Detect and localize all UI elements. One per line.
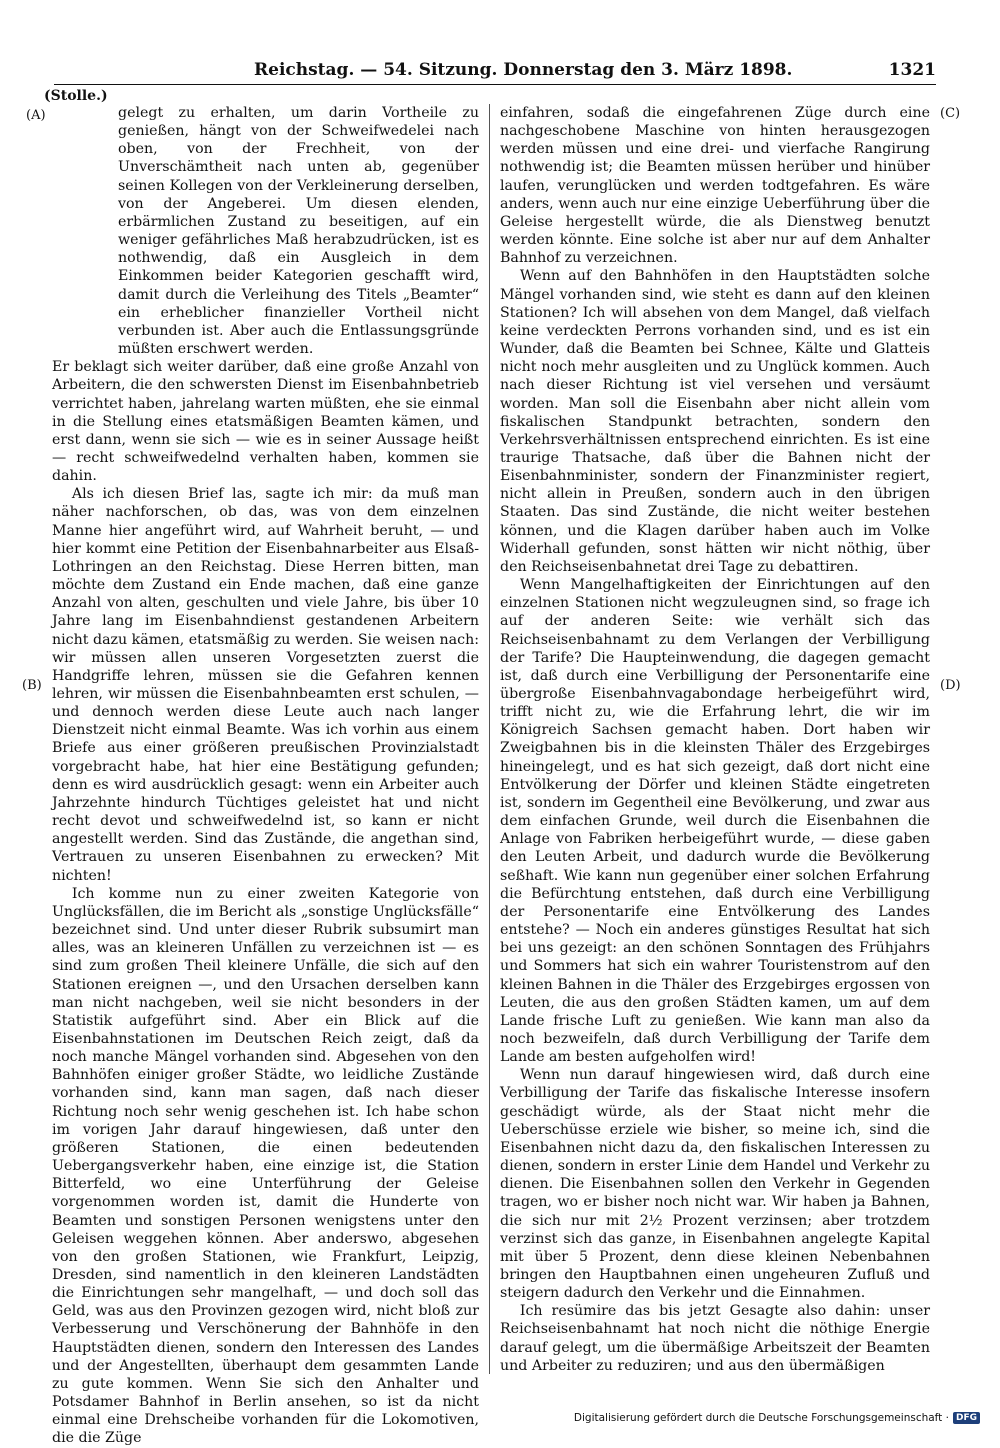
footer-text: Digitalisierung gefördert durch die Deutsche Forschungsgemeinschaft · <box>573 1412 949 1424</box>
paragraph: einfahren, sodaß die eingefahrenen Züge durch eine nachgeschobene Maschine von hinten herausgezogen werden müssen und eine drei- und vierfache Rangirung nothwendig ist; die Beamten müssen herüber und hinüber laufen, verunglücken und werden todtgefahren. Es wäre anders, wenn auch nur eine einzige Ueberführung über die Geleise hergestellt würde, die als Dienstweg benutzt werden könnte. Eine solche ist aber nur auf dem Anhalter Bahnhof zu verzeichnen. <box>500 105 930 267</box>
left-column <box>52 104 479 1448</box>
speaker-name: (Stolle.) <box>44 88 108 104</box>
paragraph: Ich resümire das bis jetzt Gesagte also dahin: unser Reichseisenbahnamt hat noch nicht die nöthige Energie darauf gelegt, um die übermäßige Arbeitszeit der Beamten und Arbeiter zu reduziren; und aus den übermäßigen <box>500 1303 930 1374</box>
paragraph: Wenn Mangelhaftigkeiten der Einrichtungen auf den einzelnen Stationen nicht wegzuleugnen sind, so frage ich auf der anderen Seite: wie verhält sich das Reichseisenbahnamt zu dem Verlangen der Verbilligung der Tarife? Die Haupteinwendung, die dagegen gemacht ist, daß durch eine Verbilligung der Personentarife eine übergroße Eisenbahnvagabondage herbeigeführt wird, trifft nicht zu, wie die Erfahrung lehrt, die wir im Königreich Sachsen gemacht haben. Dort haben wir Zweigbahnen bis in die kleinsten Thäler des Erzgebirges hineingelegt, und es hat sich gezeigt, daß dort nicht eine Entvölkerung der Dörfer und kleinen Städte eingetreten ist, sondern im Gegentheil eine Bevölkerung, und zwar aus dem einfachen Grunde, weil durch die Eisenbahnen die Anlage von Fabriken herbeigeführt wurde, — diese gaben den Leuten Arbeit, und dadurch wurde die Bevölkerung seßhaft. Wie kann nun gegenüber einer solchen Erfahrung die Befürchtung entstehen, daß durch eine Verbilligung der Personentarife eine Entvölkerung des Landes entstehe? — Noch ein anderes günstiges Resultat hat sich bei uns gezeigt: an den schönen Sonntagen des Frühjahrs und Sommers hat sich ein wahrer Touristenstrom auf den kleinen Bahnen in die Thäler des Erzgebirges ergossen von Leuten, die aus den großen Städten kamen, um auf dem Lande frische Luft zu genießen. Wie kann man also da noch bezweifeln, daß durch Verbilligung der Tarife dem Lande am besten aufgeholfen wird! <box>500 577 930 1066</box>
running-title: Reichstag. — 54. Sitzung. Donnerstag den 3. März 1898. <box>254 60 793 80</box>
margin-marker-c: (C) <box>940 106 961 121</box>
paragraph: Ich komme nun zu einer zweiten Kategorie von Unglücksfällen, die im Bericht als „sonstige Unglücksfälle“ bezeichnet sind. Und unter dieser Rubrik subsumirt man alles, was an kleineren Unfällen zu verzeichnen ist — es sind zum großen Theil kleinere Unfälle, die sich auf den Stationen ereignen —, und den Ursachen derselben kann man nicht nachgeben, weil sie nicht besonders in der Statistik aufgeführt sind. Aber ein Blick auf die Eisenbahnstationen im Deutschen Reich zeigt, daß da noch manche Mängel vorhanden sind. Abgesehen von den Bahnhöfen einiger großer Städte, wo leidliche Zustände vorhanden sind, kann man sagen, daß nach dieser Richtung noch sehr wenig geschehen ist. Ich habe schon im vorigen Jahr darauf hingewiesen, daß unter den größeren Stationen, die einen bedeutenden Uebergangsverkehr haben, eine einzige ist, die Station Bitterfeld, wo eine Unterführung der Geleise vorgenommen worden ist, damit die Hunderte von Beamten und sonstigen Personen wenigstens unter den Geleisen weggehen können. Aber anderswo, abgesehen von den großen Stationen, wie Frankfurt, Leipzig, Dresden, sind namentlich in den kleineren Landstädten die Einrichtungen sehr mangelhaft, — und doch soll das Geld, was aus den Provinzen gezogen wird, nicht bloß zur Verbesserung und Verschönerung der Bahnhöfe in den Hauptstädten dienen, sondern den Interessen des Landes und der Angestellten, überhaupt dem gesammten Lande zu gute kommen. Wenn Sie sich den Anhalter und Potsdamer Bahnhof in Berlin ansehen, so ist da nicht einmal eine Drehscheibe vorhanden für die Lokomotiven, die die Züge <box>52 885 479 1447</box>
paragraph: Als ich diesen Brief las, sagte ich mir: da muß man näher nachforschen, ob das, was von dem einzelnen Manne hier angeführt wird, auf Wahrheit beruht, — und hier kommt eine Petition der Eisenbahnarbeiter aus Elsaß-Lothringen an den Reichstag. Diese Herren bitten, man möchte dem Zustand ein Ende machen, daß eine ganze Anzahl von alten, geschulten und viele Jahre, bis über 10 Jahre lang im Eisenbahndienst gestandenen Arbeitern nicht dazu kämen, etatsmäßig zu werden. Sie weisen nach: wir müssen allen unseren Vorgesetzten zuerst die Handgriffe lehren, müssen sie die Gefahren kennen lehren, wir müssen die Eisenbahnbeamten erst schulen, — und dennoch werden diese Leute auch nach langer Dienstzeit nicht einmal Beamte. Was ich vorhin aus einem Briefe aus einer größeren preußischen Provinzialstadt vorgebracht habe, hat hier eine Bestätigung gefunden; denn es wird ausdrücklich gesagt: wenn ein Arbeiter auch Jahrzehnte hindurch Tüchtiges geleistet hat und nicht recht devot und schweifwedelnd ist, so kann er nicht angestellt werden. Sind das Zustände, die angethan sind, Vertrauen zu unseren Eisenbahnen zu erwecken? Mit nichten! <box>52 486 479 884</box>
header-rule <box>54 84 936 85</box>
paragraph: Wenn nun darauf hingewiesen wird, daß durch eine Verbilligung der Tarife das fiskalische Interesse insofern geschädigt würde, als der Staat nicht mehr die Ueberschüsse erziele wie bisher, so meine ich, sind die Eisenbahnen nicht dazu da, den fiskalischen Interessen zu dienen, sondern in erster Linie dem Handel und Verkehr zu dienen. Die Eisenbahnen sollen den Verkehr in Gegenden tragen, wo er bisher noch nicht war. Wir haben ja Bahnen, die sich nur mit 2½ Prozent verzinsen; aber trotzdem verzinst sich das ganze, in Eisenbahnen angelegte Kapital mit über 5 Prozent, denn diese kleinen Nebenbahnen bringen den Hauptbahnen einen ungeheuren Zufluß und steigern dadurch den Verkehr und die Einnahmen. <box>500 1067 930 1302</box>
page-number: 1321 <box>888 60 936 80</box>
margin-marker-d: (D) <box>940 678 961 693</box>
paragraph: Wenn auf den Bahnhöfen in den Hauptstädten solche Mängel vorhanden sind, wie steht es dann auf den kleinen Stationen? Ich will absehen von dem Mangel, daß vielfach keine verdeckten Perrons vorhanden sind, und es ist ein Wunder, daß die Beamten bei Schnee, Kälte und Glatteis nicht noch mehr ausgleiten und zu Unglück kommen. Auch nach dieser Richtung ist viel versehen und versäumt worden. Man soll die Eisenbahn aber nicht allein vom fiskalischen Standpunkt betrachten, sondern den Verkehrsverhältnissen entsprechend einrichten. Es ist eine traurige Thatsache, daß über die Bahnen nicht der Eisenbahnminister, sondern der Finanzminister regiert, nicht allein in Preußen, sondern auch in den übrigen Staaten. Das sind Zustände, die nicht weiter bestehen können, und die Klagen darüber haben auch im Volke Widerhall gefunden, sonst hätten wir nicht nöthig, über den Reichseisenbahnetat drei Tage zu debattiren. <box>500 268 930 575</box>
digitization-footer <box>574 1412 980 1424</box>
page-header <box>54 60 936 84</box>
column-divider <box>489 104 490 1374</box>
margin-marker-a: (A) <box>26 108 46 123</box>
paragraph: Er beklagt sich weiter darüber, daß eine große Anzahl von Arbeitern, die den schwersten Dienst im Eisenbahnbetrieb verrichtet haben, jahrelang warten müßten, ehe sie einmal in die Stellung eines etatsmäßigen Beamten kämen, und erst dann, wenn sie sich — wie es in seiner Aussage heißt — recht schweifwedelnd verhalten haben, kommen sie dahin. <box>52 359 479 485</box>
margin-marker-b: (B) <box>22 678 42 693</box>
dfg-logo: DFG <box>953 1412 980 1424</box>
right-column <box>500 104 930 1375</box>
quoted-paragraph: gelegt zu erhalten, um darin Vortheile zu genießen, hängt von der Schweifwedelei nach oben, von der Frechheit, von der Unverschämtheit nach unten ab, gegenüber seinen Kollegen von der Verkleinerung derselben, von der Angeberei. Um diesen elenden, erbärmlichen Zustand zu beseitigen, auf ein weniger gefährliches Maß herabzudrücken, ist es nothwendig, daß ein Ausgleich in dem Einkommen beider Kategorien geschafft wird, damit durch die Verleihung des Titels „Beamter“ ein erheblicher finanzieller Vortheil nicht verbunden ist. Aber auch die Entlassungsgründe müßten erschwert werden. <box>118 105 479 358</box>
